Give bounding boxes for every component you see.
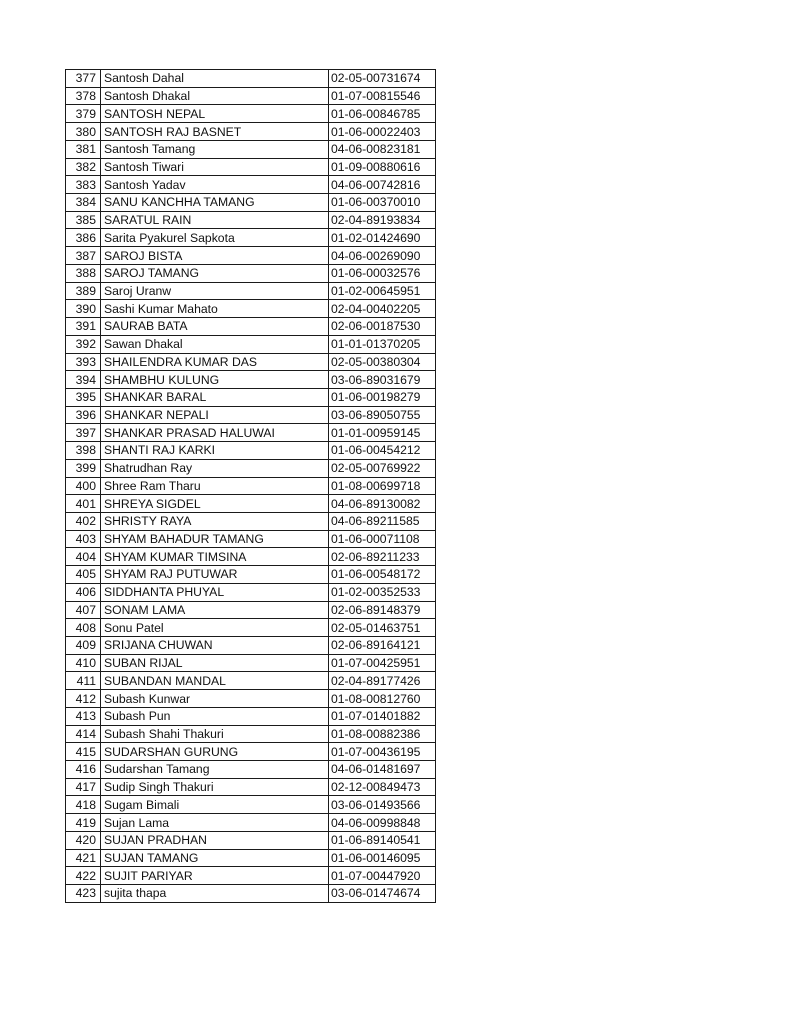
table-row — [66, 211, 436, 229]
table-row — [66, 778, 436, 796]
id-number-cell: 03-06-89031679 — [329, 371, 436, 389]
id-number-cell: 01-09-00880616 — [329, 158, 436, 176]
table-row — [66, 796, 436, 814]
name-cell: Sujan Lama — [101, 814, 329, 832]
name-cell: SUJIT PARIYAR — [101, 867, 329, 885]
table-row — [66, 406, 436, 424]
table-row — [66, 583, 436, 601]
name-cell: Subash Kunwar — [101, 690, 329, 708]
row-number-cell: 393 — [66, 353, 101, 371]
id-number-cell: 02-05-01463751 — [329, 619, 436, 637]
name-cell: Sudarshan Tamang — [101, 761, 329, 779]
table-row — [66, 849, 436, 867]
table-row — [66, 264, 436, 282]
table-row — [66, 140, 436, 158]
name-cell: SRIJANA CHUWAN — [101, 637, 329, 655]
row-number-cell: 382 — [66, 158, 101, 176]
id-number-cell: 01-02-00645951 — [329, 282, 436, 300]
row-number-cell: 385 — [66, 211, 101, 229]
records-table-body — [66, 70, 436, 903]
id-number-cell: 01-01-01370205 — [329, 335, 436, 353]
row-number-cell: 410 — [66, 654, 101, 672]
row-number-cell: 384 — [66, 194, 101, 212]
table-row — [66, 442, 436, 460]
row-number-cell: 381 — [66, 140, 101, 158]
id-number-cell: 01-01-00959145 — [329, 424, 436, 442]
row-number-cell: 377 — [66, 70, 101, 88]
name-cell: sujita thapa — [101, 885, 329, 903]
id-number-cell: 01-08-00812760 — [329, 690, 436, 708]
name-cell: SARATUL RAIN — [101, 211, 329, 229]
name-cell: SUJAN TAMANG — [101, 849, 329, 867]
name-cell: Santosh Tamang — [101, 140, 329, 158]
table-row — [66, 335, 436, 353]
id-number-cell: 02-05-00380304 — [329, 353, 436, 371]
name-cell: Shree Ram Tharu — [101, 477, 329, 495]
row-number-cell: 394 — [66, 371, 101, 389]
row-number-cell: 412 — [66, 690, 101, 708]
table-row — [66, 158, 436, 176]
id-number-cell: 01-07-00425951 — [329, 654, 436, 672]
row-number-cell: 402 — [66, 512, 101, 530]
name-cell: Santosh Dhakal — [101, 87, 329, 105]
name-cell: SONAM LAMA — [101, 601, 329, 619]
id-number-cell: 02-06-89164121 — [329, 637, 436, 655]
row-number-cell: 416 — [66, 761, 101, 779]
id-number-cell: 01-06-00454212 — [329, 442, 436, 460]
table-row — [66, 831, 436, 849]
id-number-cell: 02-04-00402205 — [329, 300, 436, 318]
table-row — [66, 566, 436, 584]
row-number-cell: 406 — [66, 583, 101, 601]
id-number-cell: 01-06-89140541 — [329, 831, 436, 849]
table-row — [66, 707, 436, 725]
name-cell: SIDDHANTA PHUYAL — [101, 583, 329, 601]
id-number-cell: 01-07-00815546 — [329, 87, 436, 105]
table-row — [66, 690, 436, 708]
table-row — [66, 282, 436, 300]
row-number-cell: 380 — [66, 123, 101, 141]
table-row — [66, 176, 436, 194]
id-number-cell: 04-06-89211585 — [329, 512, 436, 530]
records-table — [65, 69, 436, 903]
table-row — [66, 388, 436, 406]
name-cell: Subash Shahi Thakuri — [101, 725, 329, 743]
table-row — [66, 619, 436, 637]
table-row — [66, 761, 436, 779]
row-number-cell: 423 — [66, 885, 101, 903]
table-row — [66, 194, 436, 212]
table-row — [66, 477, 436, 495]
row-number-cell: 387 — [66, 247, 101, 265]
name-cell: SUDARSHAN GURUNG — [101, 743, 329, 761]
row-number-cell: 379 — [66, 105, 101, 123]
table-row — [66, 353, 436, 371]
row-number-cell: 383 — [66, 176, 101, 194]
row-number-cell: 378 — [66, 87, 101, 105]
name-cell: SHANTI RAJ KARKI — [101, 442, 329, 460]
id-number-cell: 02-12-00849473 — [329, 778, 436, 796]
name-cell: Sarita Pyakurel Sapkota — [101, 229, 329, 247]
id-number-cell: 02-06-00187530 — [329, 318, 436, 336]
name-cell: SHREYA SIGDEL — [101, 495, 329, 513]
id-number-cell: 01-08-00699718 — [329, 477, 436, 495]
row-number-cell: 386 — [66, 229, 101, 247]
row-number-cell: 401 — [66, 495, 101, 513]
id-number-cell: 01-06-00022403 — [329, 123, 436, 141]
id-number-cell: 02-05-00731674 — [329, 70, 436, 88]
row-number-cell: 395 — [66, 388, 101, 406]
row-number-cell: 421 — [66, 849, 101, 867]
id-number-cell: 04-06-00269090 — [329, 247, 436, 265]
id-number-cell: 02-04-89177426 — [329, 672, 436, 690]
row-number-cell: 407 — [66, 601, 101, 619]
table-row — [66, 867, 436, 885]
name-cell: SHYAM RAJ PUTUWAR — [101, 566, 329, 584]
id-number-cell: 02-05-00769922 — [329, 459, 436, 477]
row-number-cell: 400 — [66, 477, 101, 495]
row-number-cell: 388 — [66, 264, 101, 282]
name-cell: Subash Pun — [101, 707, 329, 725]
row-number-cell: 417 — [66, 778, 101, 796]
row-number-cell: 408 — [66, 619, 101, 637]
id-number-cell: 01-07-00447920 — [329, 867, 436, 885]
table-row — [66, 318, 436, 336]
name-cell: SHANKAR PRASAD HALUWAI — [101, 424, 329, 442]
table-row — [66, 123, 436, 141]
id-number-cell: 01-07-01401882 — [329, 707, 436, 725]
row-number-cell: 420 — [66, 831, 101, 849]
row-number-cell: 399 — [66, 459, 101, 477]
table-row — [66, 637, 436, 655]
name-cell: SHANKAR NEPALI — [101, 406, 329, 424]
table-row — [66, 70, 436, 88]
name-cell: SAROJ BISTA — [101, 247, 329, 265]
id-number-cell: 01-06-00846785 — [329, 105, 436, 123]
id-number-cell: 01-06-00370010 — [329, 194, 436, 212]
name-cell: SUBANDAN MANDAL — [101, 672, 329, 690]
table-row — [66, 300, 436, 318]
id-number-cell: 01-07-00436195 — [329, 743, 436, 761]
name-cell: SANTOSH RAJ BASNET — [101, 123, 329, 141]
row-number-cell: 404 — [66, 548, 101, 566]
name-cell: SANTOSH NEPAL — [101, 105, 329, 123]
name-cell: SUBAN RIJAL — [101, 654, 329, 672]
name-cell: SAURAB BATA — [101, 318, 329, 336]
row-number-cell: 397 — [66, 424, 101, 442]
id-number-cell: 01-06-00032576 — [329, 264, 436, 282]
name-cell: Santosh Dahal — [101, 70, 329, 88]
id-number-cell: 01-06-00071108 — [329, 530, 436, 548]
id-number-cell: 01-06-00198279 — [329, 388, 436, 406]
name-cell: SHAMBHU KULUNG — [101, 371, 329, 389]
name-cell: Santosh Tiwari — [101, 158, 329, 176]
name-cell: SHYAM KUMAR TIMSINA — [101, 548, 329, 566]
id-number-cell: 01-06-00548172 — [329, 566, 436, 584]
table-row — [66, 247, 436, 265]
id-number-cell: 03-06-01474674 — [329, 885, 436, 903]
row-number-cell: 405 — [66, 566, 101, 584]
table-row — [66, 725, 436, 743]
name-cell: Sudip Singh Thakuri — [101, 778, 329, 796]
id-number-cell: 04-06-00998848 — [329, 814, 436, 832]
name-cell: Santosh Yadav — [101, 176, 329, 194]
row-number-cell: 415 — [66, 743, 101, 761]
id-number-cell: 02-06-89211233 — [329, 548, 436, 566]
name-cell: Sawan Dhakal — [101, 335, 329, 353]
row-number-cell: 419 — [66, 814, 101, 832]
table-row — [66, 885, 436, 903]
row-number-cell: 418 — [66, 796, 101, 814]
name-cell: SHRISTY RAYA — [101, 512, 329, 530]
table-row — [66, 424, 436, 442]
id-number-cell: 01-02-01424690 — [329, 229, 436, 247]
name-cell: SAROJ TAMANG — [101, 264, 329, 282]
table-row — [66, 495, 436, 513]
row-number-cell: 398 — [66, 442, 101, 460]
table-row — [66, 548, 436, 566]
table-row — [66, 105, 436, 123]
row-number-cell: 422 — [66, 867, 101, 885]
name-cell: SHYAM BAHADUR TAMANG — [101, 530, 329, 548]
row-number-cell: 396 — [66, 406, 101, 424]
id-number-cell: 04-06-01481697 — [329, 761, 436, 779]
name-cell: SANU KANCHHA TAMANG — [101, 194, 329, 212]
id-number-cell: 01-02-00352533 — [329, 583, 436, 601]
table-row — [66, 371, 436, 389]
table-row — [66, 814, 436, 832]
row-number-cell: 413 — [66, 707, 101, 725]
row-number-cell: 392 — [66, 335, 101, 353]
name-cell: Sashi Kumar Mahato — [101, 300, 329, 318]
id-number-cell: 04-06-00823181 — [329, 140, 436, 158]
name-cell: Saroj Uranw — [101, 282, 329, 300]
table-row — [66, 530, 436, 548]
table-row — [66, 601, 436, 619]
id-number-cell: 01-08-00882386 — [329, 725, 436, 743]
name-cell: Shatrudhan Ray — [101, 459, 329, 477]
table-row — [66, 229, 436, 247]
id-number-cell: 04-06-00742816 — [329, 176, 436, 194]
row-number-cell: 414 — [66, 725, 101, 743]
name-cell: Sonu Patel — [101, 619, 329, 637]
id-number-cell: 03-06-89050755 — [329, 406, 436, 424]
table-row — [66, 743, 436, 761]
table-row — [66, 512, 436, 530]
table-row — [66, 654, 436, 672]
id-number-cell: 04-06-89130082 — [329, 495, 436, 513]
table-row — [66, 672, 436, 690]
row-number-cell: 391 — [66, 318, 101, 336]
name-cell: SHANKAR BARAL — [101, 388, 329, 406]
id-number-cell: 02-06-89148379 — [329, 601, 436, 619]
row-number-cell: 390 — [66, 300, 101, 318]
id-number-cell: 01-06-00146095 — [329, 849, 436, 867]
row-number-cell: 389 — [66, 282, 101, 300]
row-number-cell: 409 — [66, 637, 101, 655]
id-number-cell: 03-06-01493566 — [329, 796, 436, 814]
name-cell: Sugam Bimali — [101, 796, 329, 814]
row-number-cell: 411 — [66, 672, 101, 690]
id-number-cell: 02-04-89193834 — [329, 211, 436, 229]
table-row — [66, 459, 436, 477]
table-row — [66, 87, 436, 105]
name-cell: SHAILENDRA KUMAR DAS — [101, 353, 329, 371]
row-number-cell: 403 — [66, 530, 101, 548]
name-cell: SUJAN PRADHAN — [101, 831, 329, 849]
